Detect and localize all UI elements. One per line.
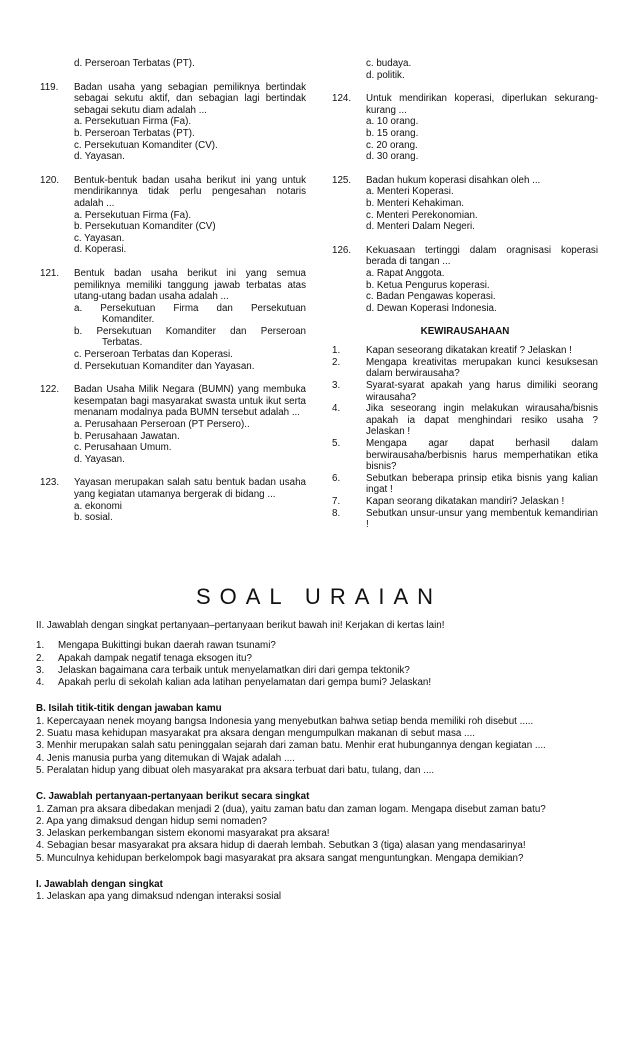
question-text: Untuk mendirikan koperasi, diperlukan sekurang-kurang ... [366, 93, 598, 116]
item-number: 7. [332, 496, 341, 507]
section-b [36, 703, 606, 777]
item-text: Jelaskan bagaimana cara terbaik untuk menyelamatkan diri dari gempa tektonik? [58, 664, 410, 676]
option-b: b. Perusahaan Jawatan. [74, 430, 180, 442]
option-a: a. Rapat Anggota. [366, 267, 445, 279]
question-text: Badan usaha yang sebagian pemiliknya bertindak sebagai sekutu aktif, dan sebagian lagi bertindak sebagai sekutu diam adalah ... [74, 81, 306, 116]
item-text: Mengapa Bukittingi bukan daerah rawan tsunami? [58, 640, 276, 652]
list-item: 2. Suatu masa kehidupan masyarakat pra aksara dengan mengumpulkan makanan di sebut masa .... [36, 728, 475, 740]
list-item [36, 640, 606, 652]
list-item [332, 496, 598, 508]
section-ii [36, 620, 606, 689]
item-number: 1. [36, 640, 45, 652]
option-c: c. budaya. [366, 58, 412, 69]
item-text: Sebutkan unsur-unsur yang membentuk kemandirian ! [366, 507, 598, 531]
item-text: Syarat-syarat apakah yang harus dimiliki seorang wirausaha? [366, 380, 598, 403]
list-item [332, 403, 598, 438]
item-number: 4. [332, 403, 341, 415]
item-number: 2. [36, 652, 45, 664]
item-text: Kapan seorang dikatakan mandiri? Jelaskan ! [366, 496, 565, 507]
item-number: 2. [332, 356, 341, 368]
option-a: a. Menteri Koperasi. [366, 186, 454, 198]
list-item: 5. Peralatan hidup yang dibuat oleh masyarakat pra aksara terbuat dari batu, tulang, dan .... [36, 764, 435, 776]
list-item: 4. Jenis manusia purba yang ditemukan di Wajak adalah .... [36, 752, 295, 764]
list-item: 3. Menhir merupakan salah satu peninggalan sejarah dari zaman batu. Menhir erat hubungannya dengan kegiatan .... [36, 740, 546, 752]
option-c: c. Yayasan. [74, 232, 125, 244]
question-126 [332, 245, 598, 315]
item-number: 1. [332, 345, 341, 357]
question-125 [332, 175, 598, 233]
list-item [36, 677, 606, 689]
section-c-heading: C. Jawablah pertanyaan-pertanyaan berikut secara singkat [36, 791, 310, 803]
question-123-continued [366, 58, 598, 81]
question-number: 122. [40, 384, 60, 396]
question-122 [40, 384, 306, 465]
option-d: d. Persekutuan Komanditer dan Yayasan. [74, 360, 255, 372]
item-text: Mengapa agar dapat berhasil dalam berwirausaha/berbisnis harus memperhatikan etika bisnis? [366, 438, 598, 473]
question-124 [332, 93, 598, 163]
list-item: 5. Munculnya kehidupan berkelompok bagi masyarakat pra aksara sangat menguntungkan. Mengapa demikian? [36, 852, 524, 864]
question-number: 123. [40, 477, 60, 489]
item-number: 6. [332, 472, 341, 484]
question-120 [40, 175, 306, 256]
list-item [332, 473, 598, 496]
question-number: 126. [332, 244, 352, 256]
section-c [36, 791, 606, 865]
item-number: 3. [332, 380, 341, 392]
list-item: 2. Apa yang dimaksud dengan hidup semi nomaden? [36, 815, 267, 827]
option-b: b. Persekutuan Komanditer dan Perseroan [74, 325, 306, 337]
kewirausahaan-heading: KEWIRAUSAHAAN [420, 326, 510, 338]
option-c: c. Perseroan Terbatas dan Koperasi. [74, 349, 233, 361]
option-a-continued: Komanditer. [102, 314, 155, 326]
list-item: 1. Kepercayaan nenek moyang bangsa Indonesia yang menyebutkan bahwa setiap benda memiliki roh disebut ..... [36, 715, 534, 727]
question-number: 125. [332, 174, 352, 186]
right-column [332, 58, 598, 531]
option-c: c. 20 orang. [366, 139, 418, 151]
item-text: Sebutkan beberapa prinsip etika bisnis yang kalian ingat ! [366, 472, 598, 496]
list-item: 1. Jelaskan apa yang dimaksud ndengan interaksi sosial [36, 891, 282, 903]
option-b: b. Perseroan Terbatas (PT). [74, 127, 195, 139]
option-a: a. Persekutuan Firma dan Persekutuan [74, 302, 306, 314]
option-a: a. Persekutuan Firma (Fa). [74, 116, 192, 128]
option-c: c. Perusahaan Umum. [74, 442, 172, 454]
list-item [332, 357, 598, 380]
list-item [36, 665, 606, 677]
list-item: 1. Zaman pra aksara dibedakan menjadi 2 (dua), yaitu zaman batu dan zaman logam. Mengapa disebut zaman batu? [36, 803, 546, 815]
option-d: d. 30 orang. [366, 151, 419, 163]
section-i-heading: I. Jawablah dengan singkat [36, 879, 163, 891]
question-number: 119. [40, 81, 59, 93]
section-i [36, 879, 606, 904]
option-b: b. Menteri Kehakiman. [366, 197, 465, 209]
option-d: d. Yayasan. [74, 453, 125, 465]
question-text: Badan hukum koperasi disahkan oleh ... [366, 174, 541, 186]
item-number: 4. [36, 677, 45, 689]
option-a: a. Persekutuan Firma (Fa). [74, 209, 192, 221]
option-c: c. Persekutuan Komanditer (CV). [74, 139, 218, 151]
essay-sections [36, 620, 606, 918]
kewirausahaan-list [332, 345, 598, 531]
list-item: 3. Jelaskan perkembangan sistem ekonomi masyarakat pra aksara! [36, 828, 330, 840]
item-number: 3. [36, 664, 45, 676]
section-b-heading: B. Isilah titik-titik dengan jawaban kamu [36, 703, 222, 715]
item-text: Apakah perlu di sekolah kalian ada latihan penyelamatan dari gempa bumi? Jelaskan! [58, 677, 432, 689]
question-123 [40, 477, 306, 523]
list-item: 4. Sebagian besar masyarakat pra aksara hidup di daerah lembah. Sebutkan 3 (tiga) alasan yang mendasarinya! [36, 840, 526, 852]
question-text: Kekuasaan tertinggi dalam oragnisasi koperasi berada di tangan ... [366, 244, 598, 268]
option-b: b. Persekutuan Komanditer (CV) [74, 221, 216, 233]
option-a: a. ekonomi [74, 500, 122, 512]
item-text: Kapan seseorang dikatakan kreatif ? Jelaskan ! [366, 345, 572, 357]
question-number: 120. [40, 174, 60, 186]
item-number: 5. [332, 438, 341, 450]
option-c: c. Badan Pengawas koperasi. [366, 291, 496, 303]
option-b: b. sosial. [74, 512, 113, 524]
question-121 [40, 268, 306, 372]
question-text: Badan Usaha Milik Negara (BUMN) yang membuka kesempatan bagi masyarakat swasta untuk ikut serta menanam modalnya pada BUMN tersebut adalah ... [74, 384, 306, 419]
option-d: d. Dewan Koperasi Indonesia. [366, 302, 497, 314]
soal-uraian-title: SOAL URAIAN [195, 584, 443, 609]
question-text: Bentuk badan usaha berikut ini yang semua pemiliknya memiliki tanggung jawab terbatas atas utang-utang badan usaha adalah ... [74, 267, 306, 303]
list-item [36, 653, 606, 665]
item-number: 8. [332, 507, 341, 519]
question-number: 124. [332, 93, 352, 105]
option-d: d. politik. [366, 69, 405, 81]
list-item [332, 438, 598, 473]
question-text: Bentuk-bentuk badan usaha berikut ini yang untuk mendirikannya tidak perlu pengesahan notaris adalah ... [74, 174, 306, 209]
option-a: a. 10 orang. [366, 116, 419, 128]
option-d: d. Yayasan. [74, 151, 125, 163]
item-text: Mengapa kreativitas merupakan kunci kesuksesan dalam berwirausaha? [366, 356, 598, 380]
option-c: c. Menteri Perekonomian. [366, 209, 478, 221]
question-number: 121. [40, 267, 60, 279]
option-d: d. Koperasi. [74, 244, 127, 256]
option-b-continued: Terbatas. [102, 337, 143, 349]
list-item [332, 380, 598, 403]
option-d: d. Menteri Dalam Negeri. [366, 221, 475, 233]
option-b: b. 15 orang. [366, 127, 419, 139]
list-item [332, 345, 598, 357]
question-119 [40, 82, 306, 163]
option-b: b. Ketua Pengurus koperasi. [366, 279, 490, 291]
item-text: Apakah dampak negatif tenaga eksogen itu? [58, 652, 252, 664]
option-a: a. Perusahaan Perseroan (PT Persero).. [74, 419, 250, 431]
section-ii-heading: II. Jawablah dengan singkat pertanyaan–pertanyaan berikut bawah ini! Kerjakan di kertas lain! [36, 620, 445, 631]
item-text: Jika seseorang ingin melakukan wirausaha/bisnis apakah ia dapat menghindari resiko usaha ? Jelaskan ! [366, 403, 598, 438]
list-item [332, 508, 598, 531]
option-118-d: d. Perseroan Terbatas (PT). [74, 58, 195, 69]
question-text: Yayasan merupakan salah satu bentuk badan usaha yang kegiatan utamanya bergerak di bidang ... [74, 477, 306, 500]
left-column [40, 58, 306, 536]
